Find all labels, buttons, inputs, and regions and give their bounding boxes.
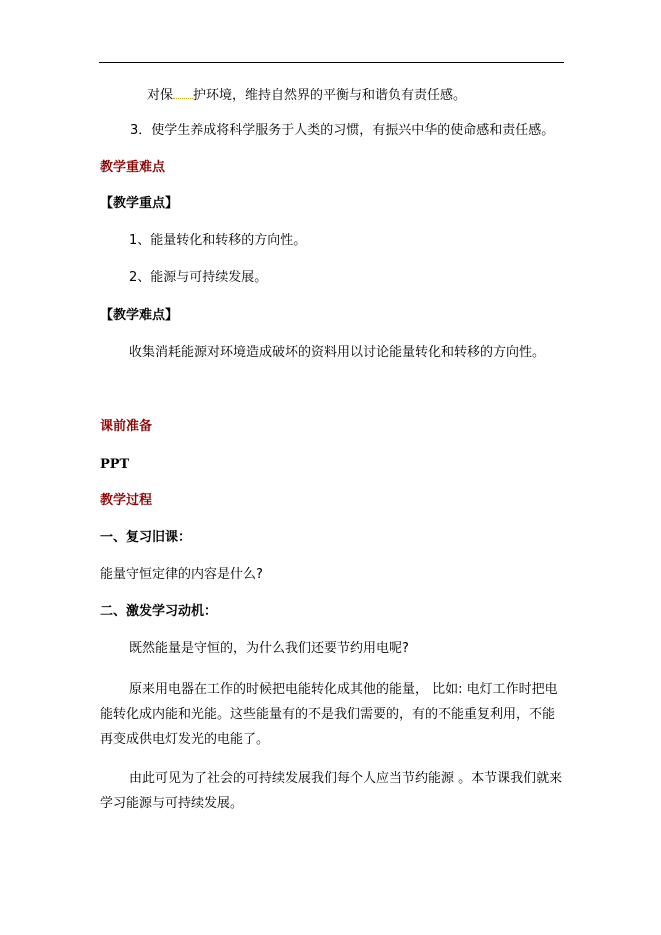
motivation-paragraph-1: 既然能量是守恒的，为什么我们还要节约用电呢? [129, 641, 409, 656]
key-point-item-2: 2、能源与可持续发展。 [129, 270, 268, 285]
motivation-paragraph-2-line-2: 能转化成内能和光能。这些能量有的不是我们需要的，有的不能重复利用，不能 [100, 707, 556, 722]
motivation-paragraph-3-line-2: 学习能源与可持续发展。 [100, 796, 244, 811]
motivation-paragraph-2-line-3: 再变成供电灯发光的电能了。 [100, 732, 270, 747]
motivation-paragraph-2-line-1: 原来用电器在工作的时候把电能转化成其他的能量， 比如: 电灯工作时把电 [129, 682, 558, 697]
process-step-1-text: 能量守恒定律的内容是什么? [100, 567, 263, 582]
section-heading-process: 教学过程 [100, 493, 153, 508]
intro-line-2: 3．使学生养成将科学服务于人类的习惯，有振兴中华的使命感和责任感。 [130, 123, 555, 138]
key-point-item-1: 1、能量转化和转移的方向性。 [129, 233, 307, 248]
motivation-paragraph-3-line-1: 由此可见为了社会的可持续发展我们每个人应当节约能源 。本节课我们就来 [129, 771, 563, 786]
difficult-point-text: 收集消耗能源对环境造成破坏的资料用以讨论能量转化和转移的方向性。 [129, 345, 546, 360]
header-rule [99, 62, 564, 63]
process-step-1-title: 一、复习旧课： [100, 530, 192, 545]
intro-line-1-pre: 对保 [147, 88, 174, 103]
section-heading-key-difficult: 教学重难点 [100, 160, 166, 175]
prep-item: PPT [100, 457, 130, 472]
section-heading-prep: 课前准备 [100, 419, 153, 434]
key-points-heading: 【教学重点】 [100, 196, 179, 211]
intro-line-1 [147, 86, 466, 105]
process-step-2-title: 二、激发学习动机： [100, 604, 218, 619]
highlight-mark [173, 86, 193, 99]
difficult-points-heading: 【教学难点】 [100, 308, 179, 323]
intro-line-1-post: 护环境，维持自然界的平衡与和谐负有责任感。 [193, 88, 467, 103]
